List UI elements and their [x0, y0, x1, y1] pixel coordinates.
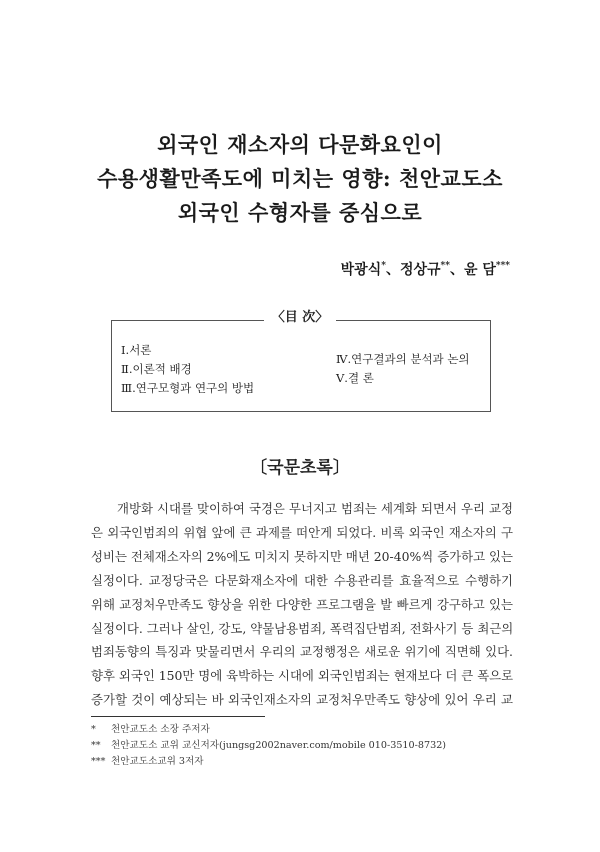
- abstract-line: 개방화 시대를 맞이하여 국경은 무너지고 범죄는 세계화 되면서 우리 교정: [117, 501, 513, 516]
- footnote-mark: **: [91, 740, 101, 751]
- title-line-1: 외국인 재소자의 다문화요인이: [157, 132, 443, 157]
- author-list: [341, 259, 510, 279]
- toc-item: Ⅱ.이론적 배경: [121, 362, 192, 376]
- toc-left-column: [121, 341, 254, 398]
- abstract-line: 은 외국인범죄의 위협 앞에 큰 과제를 떠안게 되었다. 비록 외국인 재소자의 구: [91, 524, 513, 540]
- author-1-mark: *: [381, 261, 386, 271]
- abstract-line: 위해 교정처우만족도 향상을 위한 다양한 프로그램을 발 빠르게 강구하고 있는: [91, 596, 513, 612]
- footnote-item: [91, 738, 446, 754]
- title-line-2: 수용생활만족도에 미치는 영향: 천안교도소: [97, 166, 503, 191]
- toc-item: Ⅲ.연구모형과 연구의 방법: [121, 381, 255, 395]
- author-2-mark: **: [440, 261, 450, 271]
- author-2: 정상규: [399, 262, 441, 278]
- footnote-mark: *: [91, 724, 96, 735]
- footnote-text: 천안교도소교위 3저자: [111, 756, 204, 767]
- toc-right-column: [336, 350, 470, 388]
- footnote-mark: ***: [91, 756, 106, 767]
- toc-item: Ⅳ.연구결과의 분석과 논의: [336, 352, 470, 366]
- footnote-item: [91, 754, 446, 770]
- author-separator: 、: [385, 262, 400, 278]
- toc-header: [0, 306, 600, 325]
- abstract-body: [91, 497, 513, 712]
- author-3: 윤 담: [463, 262, 496, 278]
- abstract-line: 실정이다. 그러나 살인, 강도, 약물남용범죄, 폭력집단범죄, 전화사기 등 최근의: [91, 620, 513, 636]
- abstract-line: 증가할 것이 예상되는 바 외국인재소자의 교정처우만족도 향상에 있어 우리 교: [91, 692, 513, 708]
- abstract-heading: 〔국문초록〕: [250, 458, 350, 478]
- footnote-divider: [91, 716, 265, 717]
- abstract-line: 실정이다. 교정당국은 다문화재소자에 대한 수용관리를 효율적으로 수행하기: [91, 572, 513, 588]
- author-3-mark: ***: [495, 261, 510, 271]
- author-1: 박광식: [340, 262, 382, 278]
- footnote-text: 천안교도소 소장 주저자: [111, 724, 210, 735]
- footnotes: [91, 722, 446, 770]
- abstract-line: 범죄동향의 특징과 맞물리면서 우리의 교정행정은 새로운 위기에 직면해 있다.: [91, 644, 513, 660]
- footnote-item: [91, 722, 446, 738]
- footnote-text: 천안교도소 교위 교신저자(jungsg2002naver.com/mobile 010-3510-8732): [111, 740, 447, 751]
- toc-item: Ⅰ.서론: [121, 343, 152, 357]
- abstract-line: 성비는 전체재소자의 2%에도 미치지 못하지만 매년 20-40%씩 증가하고 있는: [91, 548, 513, 564]
- paper-title: [0, 128, 600, 230]
- toc-item: Ⅴ.결 론: [336, 371, 374, 385]
- toc-header-label: 〈目 次〉: [264, 310, 337, 325]
- title-line-3: 외국인 수형자를 중심으로: [177, 200, 423, 225]
- author-separator: 、: [449, 262, 464, 278]
- abstract-line: 향후 외국인 150만 명에 육박하는 시대에 외국인범죄는 현재보다 더 큰 폭으로: [91, 668, 513, 684]
